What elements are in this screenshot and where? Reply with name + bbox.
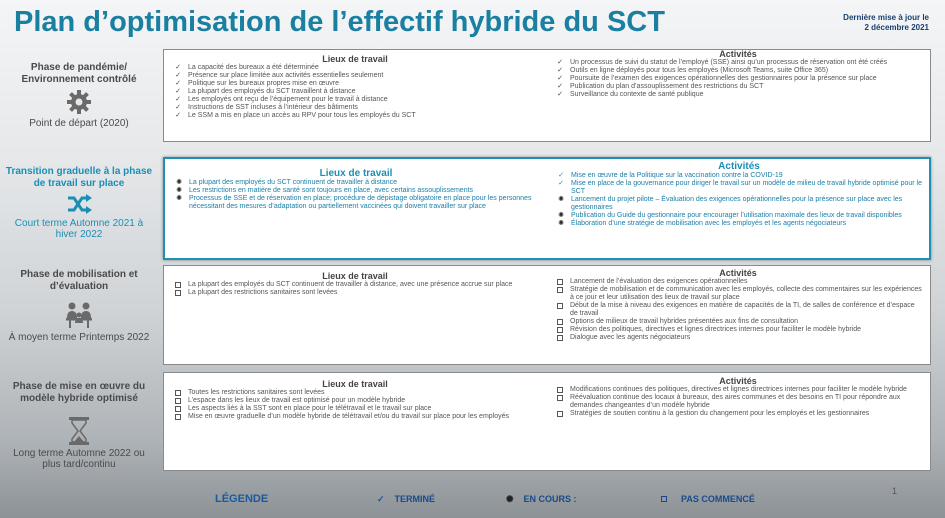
list-item-text: La plupart des employés du SCT continuent de travailler à distance, avec une présence accrue sur place (188, 281, 513, 288)
checkmark-icon: ✓ (377, 494, 385, 504)
checkmark-icon: ✓ (175, 80, 181, 87)
last-updated-date: 2 décembre 2021 (864, 23, 929, 32)
list-item-text: Le SSM a mis en place un accès au RPV pour tous les employés du SCT (188, 112, 416, 119)
list-item-text: La plupart des employés du SCT travaillent à distance (188, 88, 356, 95)
phase-panel-mobilization (163, 265, 931, 365)
list-item-text: La plupart des restrictions sanitaires sont levées (188, 289, 338, 296)
checkmark-icon: ✓ (558, 180, 564, 187)
checkmark-icon: ✓ (175, 112, 181, 119)
hourglass-icon (68, 417, 90, 445)
checkmark-icon: ✓ (557, 91, 563, 98)
phase-name: Phase de pandémie/ Environnement contrôlé (21, 62, 137, 85)
list-item (170, 96, 540, 104)
legend-title: LÉGENDE (215, 493, 269, 505)
list-item-text: Surveillance du contexte de santé publique (570, 91, 704, 98)
list-item (553, 180, 925, 196)
list-item (552, 67, 924, 75)
checkmark-icon: ✓ (558, 172, 564, 179)
spinner-icon: ✺ (176, 187, 182, 194)
spinner-icon: ✺ (506, 494, 514, 504)
workplaces-column (170, 272, 540, 297)
list-item-text: Mise en œuvre graduelle d’un modèle hybride de télétravail et/ou du travail sur place pour les employés (188, 413, 510, 420)
list-item (552, 394, 924, 410)
legend-progress-label: EN COURS : (523, 494, 577, 504)
meeting-icon (64, 301, 94, 329)
empty-box-icon (172, 289, 184, 299)
phase-name: Phase de mise en œuvre du modèle hybride optimisé (12, 381, 146, 404)
phase-term: Long terme Automne 2022 ou plus tard/continu (13, 448, 145, 470)
list-item-text: Réévaluation continue des locaux à bureaux, des aires communes et des besoins en TI pour répondre aux demandes changeantes d’un modèle hybride (570, 394, 901, 409)
list-item-text: Outils en ligne déployés pour tous les employés (Microsoft Teams, suite Office 365) (570, 67, 829, 74)
list-item (171, 187, 541, 195)
checkmark-icon: ✓ (557, 75, 563, 82)
list-item (552, 302, 924, 318)
list-item-text: La capacité des bureaux a été déterminée (188, 64, 319, 71)
list-item (170, 80, 540, 88)
empty-box-icon (172, 413, 184, 423)
legend-done (377, 494, 435, 505)
spinner-icon: ✺ (558, 196, 564, 203)
activities-column (553, 161, 925, 228)
list-item (170, 104, 540, 112)
phase-name: Transition graduelle à la phase de travail sur place (5, 166, 153, 189)
list-item-text: Toutes les restrictions sanitaires sont levées (188, 389, 325, 396)
legend-done-label: TERMINÉ (394, 494, 436, 504)
list-item-text: Les restrictions en matière de santé sont toujours en place, avec certains assouplissements (189, 187, 474, 194)
activities-list (552, 278, 924, 342)
legend (163, 488, 931, 510)
phase-panel-pandemic (163, 49, 931, 142)
list-item-text: L’espace dans les lieux de travail est optimisé pour un modèle hybride (188, 397, 406, 404)
list-item (170, 281, 540, 289)
list-item-text: Les employés ont reçu de l’équipement pour le travail à distance (188, 96, 388, 103)
workplaces-column (170, 55, 540, 120)
activities-list (552, 386, 924, 418)
workplaces-heading: Lieux de travail (322, 379, 388, 389)
activities-list (553, 172, 925, 228)
list-item (553, 220, 925, 228)
list-item-text: Révision des politiques, directives et lignes directrices internes pour faciliter le modèle hybride (570, 326, 862, 333)
workplaces-list (170, 281, 540, 297)
empty-box-icon (554, 410, 566, 420)
workplaces-list (171, 179, 541, 211)
page-title: Plan d’optimisation de l’effectif hybride du SCT (14, 6, 665, 38)
list-item (171, 179, 541, 187)
page-number: 1 (892, 486, 898, 496)
list-item-text: Lancement de l’évaluation des exigences opérationnelles (570, 278, 748, 285)
checkmark-icon: ✓ (175, 96, 181, 103)
activities-heading: Activités (718, 161, 760, 172)
list-item (170, 72, 540, 80)
phase-label-transition (4, 166, 154, 240)
legend-progress (506, 494, 577, 505)
shuffle-icon (66, 193, 92, 215)
phase-label-pandemic (4, 62, 154, 129)
last-updated-label: Dernière mise à jour le (843, 13, 929, 22)
phase-panel-transition (163, 157, 931, 260)
workplaces-list (170, 389, 540, 421)
list-item-text: Poursuite de l’examen des exigences opérationnelles des gestionnaires pour la présence sur place (570, 75, 877, 82)
workplaces-column (171, 168, 541, 211)
empty-box-icon (554, 394, 566, 404)
spinner-icon: ✺ (176, 179, 182, 186)
list-item (170, 112, 540, 120)
activities-list (552, 59, 924, 99)
activities-heading: Activités (719, 268, 757, 278)
gear-icon (66, 89, 92, 115)
list-item (170, 405, 540, 413)
list-item-text: Mise en place de la gouvernance pour diriger le travail sur un modèle de milieu de travail hybride optimisé pour le SCT (571, 180, 922, 195)
activities-column (552, 269, 924, 342)
list-item-text: Mise en œuvre de la Politique sur la vaccination contre la COVID-19 (571, 172, 783, 179)
list-item (552, 334, 924, 342)
spinner-icon: ✺ (558, 220, 564, 227)
empty-box-icon (554, 334, 566, 344)
phase-label-implementation (4, 381, 154, 470)
list-item (553, 212, 925, 220)
list-item (552, 326, 924, 334)
list-item-text: Modifications continues des politiques, directives et lignes directrices internes pour faciliter le modèle hybride (570, 386, 907, 393)
checkmark-icon: ✓ (557, 59, 563, 66)
list-item (552, 318, 924, 326)
phase-panel-implementation (163, 372, 931, 471)
list-item (170, 413, 540, 421)
list-item (170, 88, 540, 96)
checkmark-icon: ✓ (175, 72, 181, 79)
workplaces-column (170, 380, 540, 421)
spinner-icon: ✺ (558, 212, 564, 219)
checkmark-icon: ✓ (175, 88, 181, 95)
list-item-text: Stratégies de soutien continu à la gestion du changement pour les employés et les gestionnaires (570, 410, 870, 417)
activities-column (552, 50, 924, 99)
legend-todo-label: PAS COMMENCÉ (681, 494, 755, 504)
list-item-text: Publication du plan d’assouplissement des restrictions du SCT (570, 83, 764, 90)
list-item (170, 389, 540, 397)
list-item-text: Un processus de suivi du statut de l’employé (SSE) ainsi qu’un processus de réservation ont été créés (570, 59, 888, 66)
list-item-text: Présence sur place limitée aux activités essentielles seulement (188, 72, 384, 79)
list-item-text: Dialogue avec les agents négociateurs (570, 334, 691, 341)
activities-heading: Activités (719, 49, 757, 59)
list-item-text: Élaboration d’une stratégie de mobilisation avec les employés et les agents négociateurs (571, 220, 847, 227)
list-item-text: Stratégie de mobilisation et de communication avec les employés, collecte des commentaires sur les expériences à ce jour et leur utilisation des lieux de travail sur place (570, 286, 922, 301)
empty-box-icon (554, 302, 566, 312)
phase-term: Court terme Automne 2021 à hiver 2022 (14, 218, 144, 240)
phase-term: Point de départ (2020) (29, 118, 129, 129)
list-item (553, 172, 925, 180)
list-item-text: Options de milieux de travail hybrides présentées aux fins de consultation (570, 318, 799, 325)
workplaces-heading: Lieux de travail (322, 271, 388, 281)
last-updated (819, 13, 929, 33)
activities-heading: Activités (719, 376, 757, 386)
list-item-text: La plupart des employés du SCT continuent de travailler à distance (189, 179, 398, 186)
list-item (552, 91, 924, 99)
list-item-text: Politique sur les bureaux propres mise en œuvre (188, 80, 339, 87)
list-item-text: Début de la mise à niveau des exigences en matière de capacités de la TI, de salles de conférence et d’espace de travail (570, 302, 915, 317)
list-item-text: Les aspects liés à la SST sont en place pour le télétravail et le travail sur place (188, 405, 432, 412)
empty-box-icon (661, 496, 667, 502)
list-item (552, 278, 924, 286)
checkmark-icon: ✓ (175, 64, 181, 71)
phase-term: À moyen terme Printemps 2022 (8, 332, 150, 343)
checkmark-icon: ✓ (557, 67, 563, 74)
list-item (170, 289, 540, 297)
workplaces-heading: Lieux de travail (319, 168, 393, 179)
empty-box-icon (554, 286, 566, 296)
activities-column (552, 377, 924, 418)
list-item-text: Instructions de SST incluses à l’intérieur des bâtiments (188, 104, 358, 111)
checkmark-icon: ✓ (175, 104, 181, 111)
list-item (553, 196, 925, 212)
legend-todo (661, 494, 755, 504)
list-item (552, 59, 924, 67)
list-item (552, 83, 924, 91)
list-item-text: Lancement du projet pilote – Évaluation des exigences opérationnelles pour la présence sur place avec les gestionnaires (571, 196, 903, 211)
list-item (170, 64, 540, 72)
list-item-text: Publication du Guide du gestionnaire pour encourager l’utilisation maximale des lieux de travail disponibles (571, 212, 902, 219)
phase-name: Phase de mobilisation et d’évaluation (20, 269, 138, 292)
list-item (552, 410, 924, 418)
spinner-icon: ✺ (176, 195, 182, 202)
list-item (170, 397, 540, 405)
list-item (552, 75, 924, 83)
checkmark-icon: ✓ (557, 83, 563, 90)
list-item (552, 286, 924, 302)
phase-label-mobilization (4, 269, 154, 343)
list-item (552, 386, 924, 394)
workplaces-heading: Lieux de travail (322, 54, 388, 64)
workplaces-list (170, 64, 540, 120)
list-item (171, 195, 541, 211)
list-item-text: Processus de SSE et de réservation en place; procédure de dépistage obligatoire en place pour les personnes nécessitant des mesures d’adaptation ou partiellement vaccinées qui doivent travailler sur place (189, 195, 532, 210)
